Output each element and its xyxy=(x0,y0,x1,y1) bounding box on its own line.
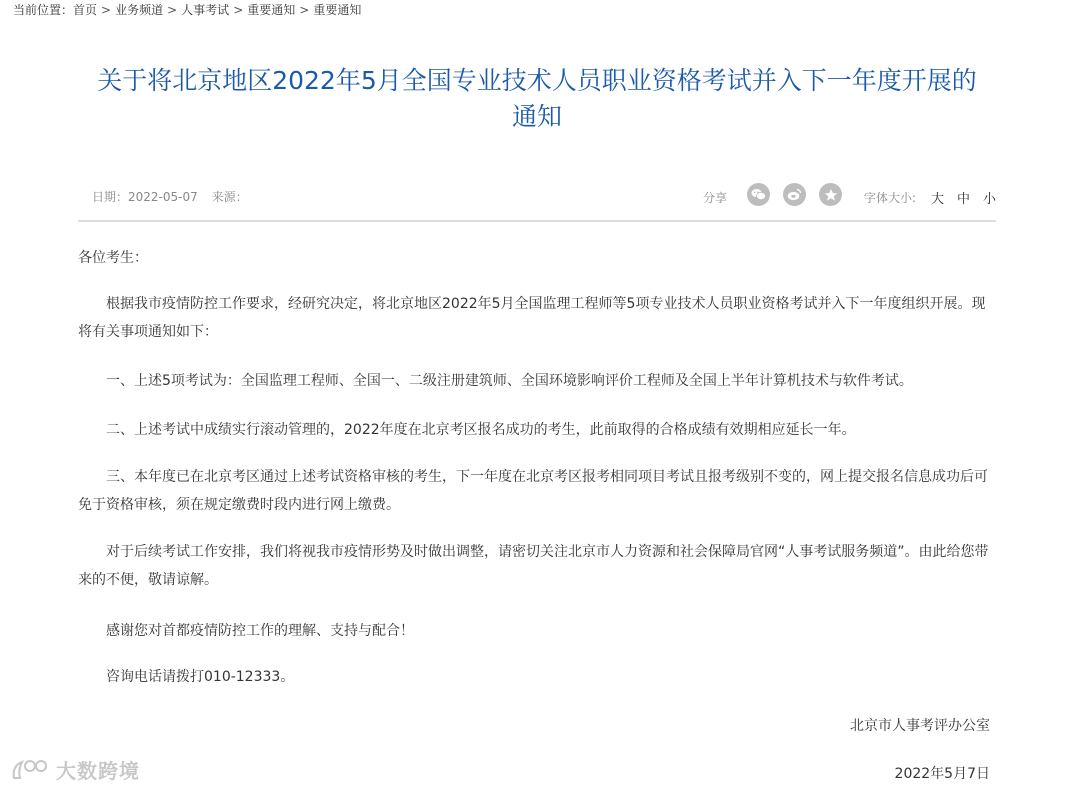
paragraph-intro: 根据我市疫情防控工作要求，经研究决定，将北京地区2022年5月全国监理工程师等5项专业技术人员职业资格考试并入下一年度组织开展。现将有关事项通知如下： xyxy=(78,296,986,340)
breadcrumb-separator: > xyxy=(233,3,244,17)
watermark-logo-icon xyxy=(10,758,48,782)
paragraph-item-1: 一、上述5项考试为：全国监理工程师、全国一、二级注册建筑师、全国环境影响评价工程师及全国上半年计算机技术与软件考试。 xyxy=(106,373,913,389)
watermark-text: 大数跨境 xyxy=(56,759,140,783)
signature: 北京市人事考评办公室 xyxy=(850,718,990,734)
salutation: 各位考生： xyxy=(78,250,148,266)
paragraph-item-2: 二、上述考试中成绩实行滚动管理的，2022年度在北京考区报名成功的考生，此前取得的合格成绩有效期相应延长一年。 xyxy=(106,422,856,438)
font-size-large[interactable]: 大 xyxy=(931,192,945,207)
font-size-label: 字体大小: xyxy=(864,191,917,205)
breadcrumb-business-channel[interactable]: 业务频道 xyxy=(115,3,164,17)
source-label: 来源： xyxy=(211,190,248,204)
breadcrumb-personnel-exam[interactable]: 人事考试 xyxy=(181,3,230,17)
article-meta-bar xyxy=(78,180,996,222)
sign-date: 2022年5月7日 xyxy=(894,766,990,782)
paragraph-thanks: 感谢您对首都疫情防控工作的理解、支持与配合！ xyxy=(106,623,414,639)
page-title xyxy=(78,63,996,135)
breadcrumb-prefix: 当前位置： xyxy=(13,3,74,17)
article-meta-left xyxy=(92,188,248,205)
breadcrumb-separator: > xyxy=(101,3,112,17)
paragraph-hotline: 咨询电话请拨打010-12333。 xyxy=(106,669,295,685)
publish-date: 日期：2022-05-07 xyxy=(92,190,198,204)
paragraph-item-3: 三、本年度已在北京考区通过上述考试资格审核的考生，下一年度在北京考区报考相同项目考试且报考级别不变的，网上提交报名信息成功后可免于资格审核，须在规定缴费时段内进行网上缴费。 xyxy=(78,469,988,513)
breadcrumb-separator: > xyxy=(299,3,310,17)
favorite-icon[interactable] xyxy=(819,183,842,206)
paragraph-follow-up: 对于后续考试工作安排，我们将视我市疫情形势及时做出调整，请密切关注北京市人力资源和社会保障局官网“人事考试服务频道”。由此给您带来的不便，敬请谅解。 xyxy=(78,544,989,588)
page-title-line2: 通知 xyxy=(511,102,562,131)
breadcrumb-separator: > xyxy=(167,3,178,17)
font-size-medium[interactable]: 中 xyxy=(957,192,971,207)
wechat-icon[interactable] xyxy=(747,183,770,206)
watermark xyxy=(10,755,140,784)
font-size-small[interactable]: 小 xyxy=(983,192,997,207)
breadcrumb xyxy=(13,1,361,18)
breadcrumb-home[interactable]: 首页 xyxy=(73,3,98,17)
breadcrumb-current[interactable]: 重要通知 xyxy=(313,3,362,17)
page-title-line1: 关于将北京地区2022年5月全国专业技术人员职业资格考试并入下一年度开展的 xyxy=(97,66,977,95)
weibo-icon[interactable] xyxy=(783,183,806,206)
share-label: 分享 xyxy=(703,191,728,205)
breadcrumb-important-notice[interactable]: 重要通知 xyxy=(247,3,296,17)
